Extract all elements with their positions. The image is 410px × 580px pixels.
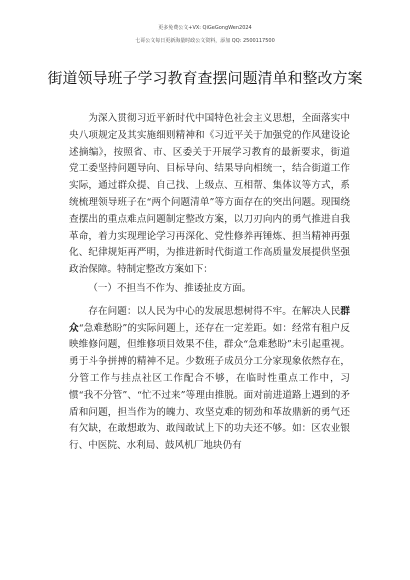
document-title: 街道领导班子学习教育查摆问题清单和整改方案 (47, 69, 363, 87)
problem-bold-word: 群众 (69, 305, 350, 334)
problem-text-part-2: “急难愁盼”的实际问题上，还存在一定差距。如：经常有租户反映维修问题，但维修项目效果不佳，群众“急难愁盼”未引起重视。勇于斗争拼搏的精神不足。少数班子成员分工分家现象依然存在，分管工作与挂点社区工作配合不够，在临时性重点工作中，习惯“我不分管”、“忙不过来”等理由推脱。面对前进道路上遇到的矛盾和问题，担当作为的魄力、攻坚克难的韧劲和革故鼎新的勇气还有欠缺，在敢想敢为、敢闯敢试上下的功夫还不够。如：区农业银行、中医院、水利局、鼓风机厂地块仍有 (69, 322, 351, 452)
document-body (69, 111, 350, 455)
intro-paragraph: 为深入贯彻习近平新时代中国特色社会主义思想，全面落实中央八项规定及其实施细则精神和《习近平关于加强党的作风建设论述摘编》，按照省、市、区委关于开展学习教育的最新要求，街道党工委坚持问题导向、目标导向、结果导向相统一，结合街道工作实际，通过群众提、自己找、上级点、互相帮、集体议等方式，系统梳理领导班子在“两个问题清单”等方面存在的突出问题。现围绕查摆出的重点难点问题制定整改方案，以刀刃向内的勇气推进自我革命，着力实现理论学习再深化、党性修养再锤炼、担当精神再强化、纪律规矩再严明，为推进新时代街道工作高质量发展提供坚强政治保障。特制定整改方案如下： (69, 113, 350, 276)
problem-text-part-1: 存在问题：以人民为中心的发展思想树得不牢。在解决人民 (88, 305, 341, 317)
problem-paragraph (69, 304, 350, 455)
promo-header-line-2: 七哥公文每日更新海量时政公文资料，添加 QQ: 2500117500 (135, 38, 275, 44)
promo-header-line-1: 更多免费公文+VX: QiGeGongWen2024 (158, 25, 252, 31)
section-heading-1: （一）不担当不作为、推诿扯皮方面。 (88, 282, 252, 294)
